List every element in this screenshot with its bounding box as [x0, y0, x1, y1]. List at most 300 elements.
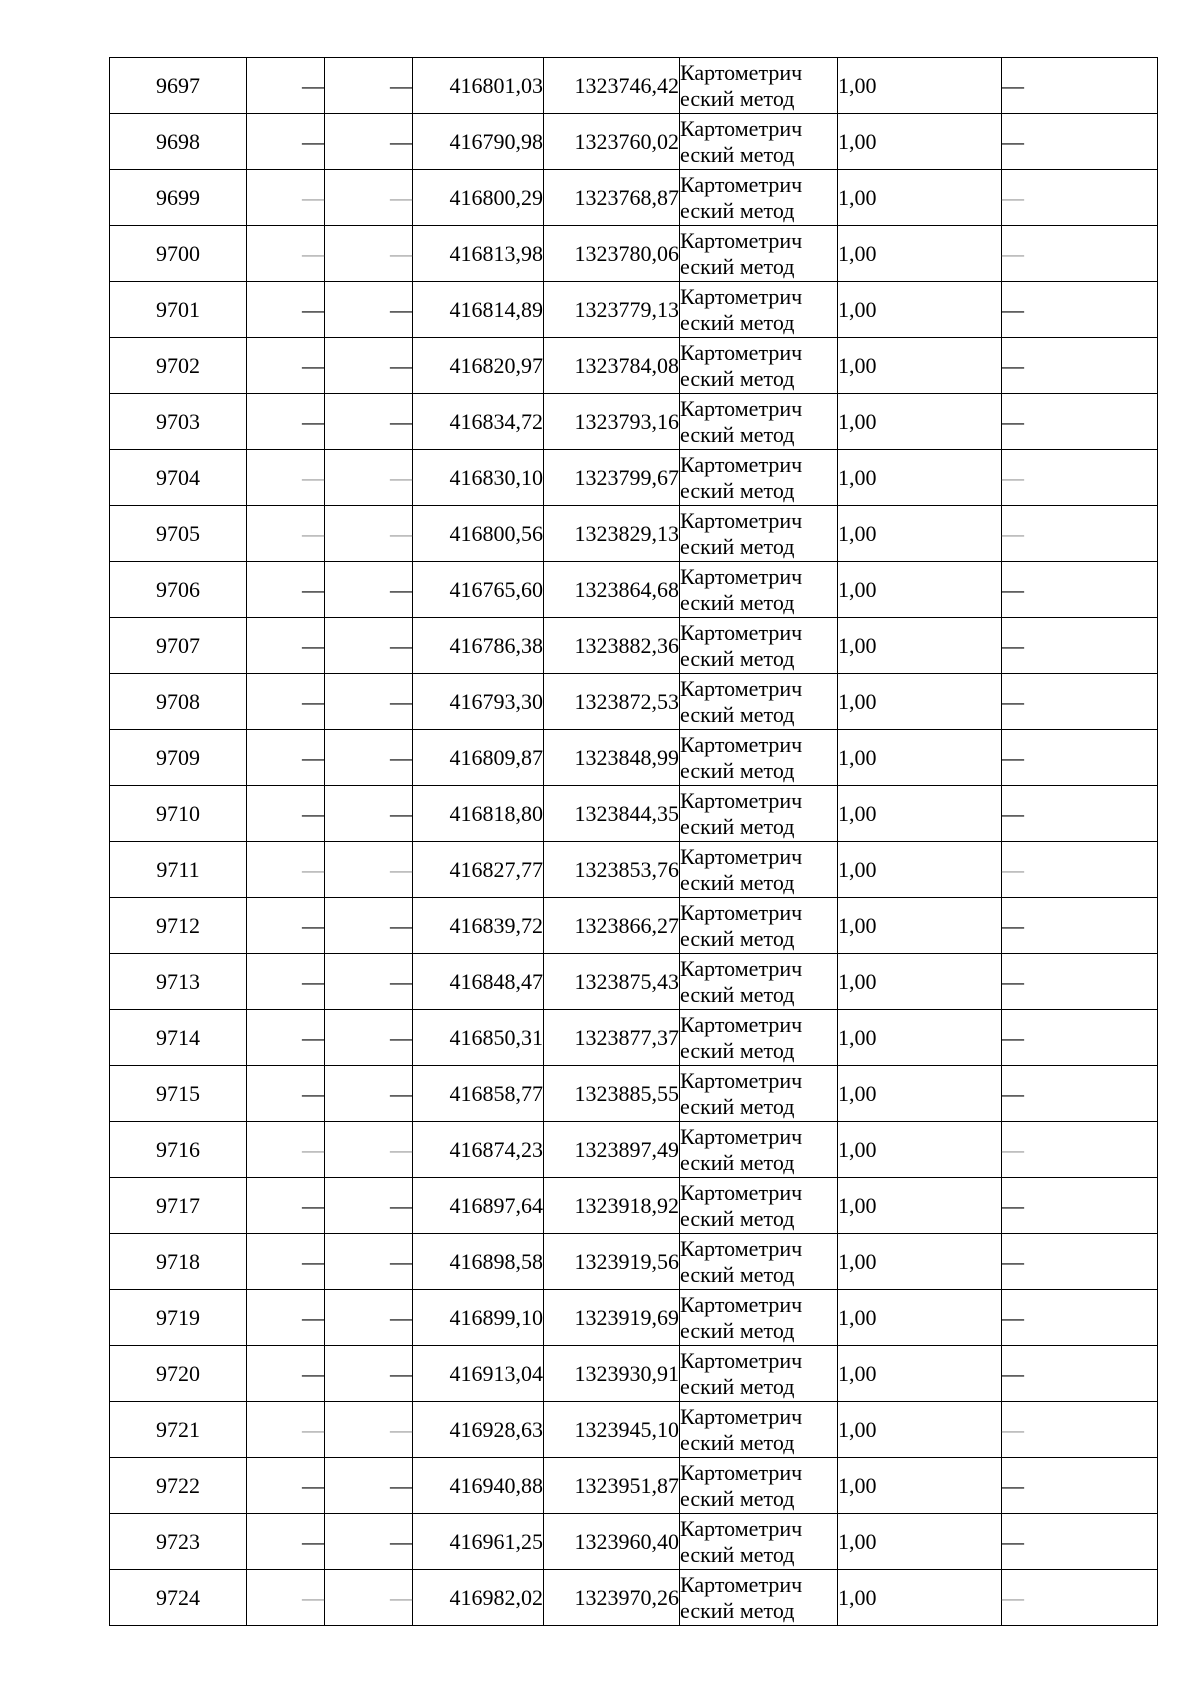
dash-text: —	[390, 912, 412, 938]
y-coordinate-text: 1323877,37	[574, 1024, 679, 1050]
x-coordinate-text: 416848,47	[449, 968, 543, 994]
x-coordinate-cell	[413, 1122, 544, 1178]
accuracy-cell	[838, 1402, 1002, 1458]
dash-text: —	[302, 576, 324, 602]
method-line-2: еский метод	[680, 365, 795, 391]
dash-text: —	[302, 1192, 324, 1218]
method-line-1: Картометрич	[680, 451, 803, 477]
point-number-cell	[110, 1122, 247, 1178]
method-line-2: еский метод	[680, 533, 795, 559]
point-number-text: 9713	[156, 968, 200, 994]
dash-text: —	[390, 1416, 412, 1442]
method-cell	[680, 450, 838, 506]
y-coordinate-cell	[544, 1010, 680, 1066]
dash-text: —	[390, 856, 412, 882]
x-coordinate-cell	[413, 730, 544, 786]
description-text: —	[1002, 1192, 1024, 1218]
point-number-text: 9697	[156, 72, 200, 98]
description-text: —	[1002, 1136, 1024, 1162]
y-coordinate-text: 1323746,42	[574, 72, 679, 98]
method-line-1: Картометрич	[680, 171, 803, 197]
table-row	[110, 1514, 1158, 1570]
method-cell	[680, 954, 838, 1010]
y-coordinate-cell	[544, 674, 680, 730]
point-number-cell	[110, 898, 247, 954]
description-text: —	[1002, 1024, 1024, 1050]
y-coordinate-cell	[544, 618, 680, 674]
description-cell	[1002, 1514, 1158, 1570]
x-coordinate-cell	[413, 114, 544, 170]
dash-cell	[247, 1066, 325, 1122]
point-number-cell	[110, 1010, 247, 1066]
method-line-1: Картометрич	[680, 1515, 803, 1541]
description-cell	[1002, 842, 1158, 898]
y-coordinate-cell	[544, 730, 680, 786]
dash-cell	[325, 618, 413, 674]
accuracy-cell	[838, 282, 1002, 338]
method-cell	[680, 898, 838, 954]
point-number-cell	[110, 1402, 247, 1458]
x-coordinate-text: 416786,38	[449, 632, 543, 658]
method-line-2: еский метод	[680, 85, 795, 111]
table-row	[110, 1066, 1158, 1122]
method-cell	[680, 1346, 838, 1402]
accuracy-text: 1,00	[838, 968, 877, 994]
y-coordinate-text: 1323970,26	[574, 1584, 679, 1610]
method-line-2: еский метод	[680, 477, 795, 503]
method-cell	[680, 114, 838, 170]
point-number-cell	[110, 338, 247, 394]
method-line-1: Картометрич	[680, 115, 803, 141]
dash-cell	[325, 170, 413, 226]
point-number-cell	[110, 1178, 247, 1234]
method-cell	[680, 1178, 838, 1234]
method-cell	[680, 1234, 838, 1290]
point-number-cell	[110, 114, 247, 170]
table-row	[110, 1570, 1158, 1626]
dash-cell	[325, 730, 413, 786]
dash-text: —	[302, 408, 324, 434]
x-coordinate-cell	[413, 1178, 544, 1234]
method-cell	[680, 1458, 838, 1514]
point-number-text: 9704	[156, 464, 200, 490]
dash-text: —	[302, 1528, 324, 1554]
x-coordinate-text: 416813,98	[449, 240, 543, 266]
y-coordinate-cell	[544, 898, 680, 954]
table-row	[110, 506, 1158, 562]
table-row	[110, 898, 1158, 954]
description-cell	[1002, 282, 1158, 338]
x-coordinate-cell	[413, 1458, 544, 1514]
dash-text: —	[302, 1472, 324, 1498]
description-cell	[1002, 1010, 1158, 1066]
point-number-cell	[110, 450, 247, 506]
dash-text: —	[390, 296, 412, 322]
dash-text: —	[390, 1472, 412, 1498]
table-row	[110, 1458, 1158, 1514]
accuracy-text: 1,00	[838, 296, 877, 322]
dash-text: —	[390, 1528, 412, 1554]
y-coordinate-cell	[544, 1066, 680, 1122]
dash-cell	[325, 898, 413, 954]
accuracy-cell	[838, 1514, 1002, 1570]
method-cell	[680, 338, 838, 394]
table-row	[110, 786, 1158, 842]
dash-text: —	[302, 184, 324, 210]
point-number-text: 9717	[156, 1192, 200, 1218]
method-cell	[680, 506, 838, 562]
point-number-cell	[110, 786, 247, 842]
dash-text: —	[390, 240, 412, 266]
y-coordinate-text: 1323779,13	[574, 296, 679, 322]
method-line-1: Картометрич	[680, 283, 803, 309]
dash-text: —	[302, 520, 324, 546]
method-line-2: еский метод	[680, 141, 795, 167]
dash-cell	[325, 562, 413, 618]
method-line-2: еский метод	[680, 1485, 795, 1511]
accuracy-cell	[838, 338, 1002, 394]
dash-cell	[247, 1402, 325, 1458]
accuracy-text: 1,00	[838, 352, 877, 378]
y-coordinate-cell	[544, 1514, 680, 1570]
description-text: —	[1002, 856, 1024, 882]
dash-cell	[247, 506, 325, 562]
y-coordinate-text: 1323951,87	[574, 1472, 679, 1498]
accuracy-cell	[838, 562, 1002, 618]
point-number-text: 9711	[156, 856, 200, 882]
point-number-cell	[110, 1570, 247, 1626]
x-coordinate-text: 416800,29	[449, 184, 543, 210]
dash-text: —	[302, 1416, 324, 1442]
dash-cell	[325, 1234, 413, 1290]
accuracy-cell	[838, 114, 1002, 170]
description-cell	[1002, 1290, 1158, 1346]
dash-text: —	[302, 1080, 324, 1106]
dash-cell	[247, 1122, 325, 1178]
description-cell	[1002, 1178, 1158, 1234]
method-line-2: еский метод	[680, 981, 795, 1007]
method-line-2: еский метод	[680, 1205, 795, 1231]
point-number-text: 9708	[156, 688, 200, 714]
dash-cell	[325, 674, 413, 730]
table-row	[110, 1402, 1158, 1458]
y-coordinate-cell	[544, 1178, 680, 1234]
dash-cell	[247, 58, 325, 114]
table-row	[110, 1234, 1158, 1290]
x-coordinate-cell	[413, 450, 544, 506]
dash-text: —	[390, 72, 412, 98]
table-row	[110, 338, 1158, 394]
y-coordinate-text: 1323919,56	[574, 1248, 679, 1274]
dash-cell	[325, 1514, 413, 1570]
method-line-1: Картометрич	[680, 59, 803, 85]
dash-text: —	[390, 1360, 412, 1386]
description-text: —	[1002, 520, 1024, 546]
point-number-text: 9707	[156, 632, 200, 658]
description-cell	[1002, 226, 1158, 282]
y-coordinate-text: 1323882,36	[574, 632, 679, 658]
x-coordinate-cell	[413, 618, 544, 674]
x-coordinate-text: 416765,60	[449, 576, 543, 602]
dash-cell	[247, 1010, 325, 1066]
method-cell	[680, 842, 838, 898]
dash-cell	[325, 1010, 413, 1066]
y-coordinate-cell	[544, 954, 680, 1010]
description-cell	[1002, 1122, 1158, 1178]
accuracy-text: 1,00	[838, 1304, 877, 1330]
x-coordinate-cell	[413, 282, 544, 338]
method-line-2: еский метод	[680, 1093, 795, 1119]
description-cell	[1002, 954, 1158, 1010]
table-row	[110, 282, 1158, 338]
accuracy-text: 1,00	[838, 912, 877, 938]
dash-text: —	[302, 912, 324, 938]
point-number-text: 9705	[156, 520, 200, 546]
accuracy-cell	[838, 842, 1002, 898]
dash-text: —	[390, 1304, 412, 1330]
description-cell	[1002, 394, 1158, 450]
dash-cell	[325, 954, 413, 1010]
dash-text: —	[302, 1248, 324, 1274]
table-row	[110, 1290, 1158, 1346]
method-line-1: Картометрич	[680, 563, 803, 589]
y-coordinate-text: 1323799,67	[574, 464, 679, 490]
description-cell	[1002, 1402, 1158, 1458]
point-number-text: 9698	[156, 128, 200, 154]
method-cell	[680, 1514, 838, 1570]
description-cell	[1002, 1570, 1158, 1626]
description-text: —	[1002, 128, 1024, 154]
x-coordinate-text: 416818,80	[449, 800, 543, 826]
description-cell	[1002, 506, 1158, 562]
dash-text: —	[302, 800, 324, 826]
x-coordinate-text: 416982,02	[449, 1584, 543, 1610]
dash-text: —	[390, 968, 412, 994]
point-number-text: 9719	[156, 1304, 200, 1330]
y-coordinate-text: 1323784,08	[574, 352, 679, 378]
description-cell	[1002, 786, 1158, 842]
point-number-cell	[110, 1234, 247, 1290]
table-row	[110, 1346, 1158, 1402]
point-number-cell	[110, 1290, 247, 1346]
x-coordinate-cell	[413, 842, 544, 898]
y-coordinate-text: 1323760,02	[574, 128, 679, 154]
method-line-2: еский метод	[680, 253, 795, 279]
method-line-2: еский метод	[680, 197, 795, 223]
point-number-text: 9722	[156, 1472, 200, 1498]
dash-text: —	[390, 128, 412, 154]
method-cell	[680, 1122, 838, 1178]
table-row	[110, 450, 1158, 506]
y-coordinate-text: 1323866,27	[574, 912, 679, 938]
accuracy-text: 1,00	[838, 464, 877, 490]
method-line-2: еский метод	[680, 1317, 795, 1343]
point-number-text: 9716	[156, 1136, 200, 1162]
point-number-cell	[110, 1066, 247, 1122]
dash-text: —	[302, 968, 324, 994]
description-text: —	[1002, 1080, 1024, 1106]
dash-cell	[247, 562, 325, 618]
y-coordinate-cell	[544, 842, 680, 898]
point-number-text: 9712	[156, 912, 200, 938]
description-cell	[1002, 1234, 1158, 1290]
table-row	[110, 58, 1158, 114]
method-line-2: еский метод	[680, 869, 795, 895]
table-row	[110, 842, 1158, 898]
dash-cell	[325, 114, 413, 170]
description-cell	[1002, 338, 1158, 394]
description-text: —	[1002, 296, 1024, 322]
dash-cell	[247, 170, 325, 226]
accuracy-cell	[838, 674, 1002, 730]
y-coordinate-text: 1323897,49	[574, 1136, 679, 1162]
method-line-2: еский метод	[680, 1597, 795, 1623]
accuracy-cell	[838, 730, 1002, 786]
y-coordinate-cell	[544, 1122, 680, 1178]
description-text: —	[1002, 1584, 1024, 1610]
description-text: —	[1002, 1360, 1024, 1386]
point-number-cell	[110, 842, 247, 898]
accuracy-cell	[838, 506, 1002, 562]
x-coordinate-text: 416830,10	[449, 464, 543, 490]
description-text: —	[1002, 688, 1024, 714]
x-coordinate-text: 416899,10	[449, 1304, 543, 1330]
y-coordinate-text: 1323945,10	[574, 1416, 679, 1442]
y-coordinate-cell	[544, 1346, 680, 1402]
description-cell	[1002, 1066, 1158, 1122]
x-coordinate-cell	[413, 1346, 544, 1402]
dash-text: —	[302, 1136, 324, 1162]
x-coordinate-text: 416827,77	[449, 856, 543, 882]
dash-text: —	[390, 1248, 412, 1274]
y-coordinate-cell	[544, 58, 680, 114]
accuracy-text: 1,00	[838, 1360, 877, 1386]
dash-text: —	[302, 856, 324, 882]
dash-cell	[325, 450, 413, 506]
y-coordinate-cell	[544, 226, 680, 282]
method-line-2: еский метод	[680, 645, 795, 671]
description-text: —	[1002, 968, 1024, 994]
dash-text: —	[302, 632, 324, 658]
description-text: —	[1002, 632, 1024, 658]
y-coordinate-text: 1323930,91	[574, 1360, 679, 1386]
x-coordinate-cell	[413, 1066, 544, 1122]
description-text: —	[1002, 1416, 1024, 1442]
description-text: —	[1002, 408, 1024, 434]
dash-cell	[325, 394, 413, 450]
x-coordinate-text: 416834,72	[449, 408, 543, 434]
dash-text: —	[390, 576, 412, 602]
accuracy-text: 1,00	[838, 408, 877, 434]
method-cell	[680, 1570, 838, 1626]
x-coordinate-text: 416858,77	[449, 1080, 543, 1106]
dash-cell	[325, 282, 413, 338]
dash-text: —	[302, 240, 324, 266]
dash-text: —	[390, 632, 412, 658]
dash-cell	[325, 1458, 413, 1514]
table-row	[110, 1178, 1158, 1234]
accuracy-cell	[838, 1178, 1002, 1234]
description-text: —	[1002, 912, 1024, 938]
dash-cell	[247, 954, 325, 1010]
description-text: —	[1002, 1248, 1024, 1274]
dash-cell	[247, 1514, 325, 1570]
description-cell	[1002, 1458, 1158, 1514]
x-coordinate-text: 416874,23	[449, 1136, 543, 1162]
point-number-cell	[110, 1458, 247, 1514]
accuracy-cell	[838, 1066, 1002, 1122]
accuracy-text: 1,00	[838, 1584, 877, 1610]
accuracy-text: 1,00	[838, 1192, 877, 1218]
x-coordinate-text: 416897,64	[449, 1192, 543, 1218]
point-number-text: 9715	[156, 1080, 200, 1106]
x-coordinate-text: 416839,72	[449, 912, 543, 938]
point-number-cell	[110, 1514, 247, 1570]
method-cell	[680, 1290, 838, 1346]
dash-cell	[325, 1402, 413, 1458]
x-coordinate-text: 416793,30	[449, 688, 543, 714]
table-row	[110, 954, 1158, 1010]
dash-text: —	[302, 688, 324, 714]
method-line-1: Картометрич	[680, 731, 803, 757]
dash-cell	[325, 1290, 413, 1346]
method-line-1: Картометрич	[680, 1011, 803, 1037]
accuracy-text: 1,00	[838, 744, 877, 770]
dash-cell	[247, 1346, 325, 1402]
y-coordinate-cell	[544, 786, 680, 842]
accuracy-cell	[838, 954, 1002, 1010]
dash-text: —	[302, 1024, 324, 1050]
description-cell	[1002, 674, 1158, 730]
dash-cell	[325, 506, 413, 562]
x-coordinate-text: 416814,89	[449, 296, 543, 322]
table-row	[110, 394, 1158, 450]
accuracy-text: 1,00	[838, 576, 877, 602]
table-row	[110, 730, 1158, 786]
point-number-cell	[110, 170, 247, 226]
x-coordinate-cell	[413, 1234, 544, 1290]
accuracy-text: 1,00	[838, 520, 877, 546]
description-cell	[1002, 618, 1158, 674]
table-row	[110, 1010, 1158, 1066]
dash-cell	[325, 338, 413, 394]
method-cell	[680, 394, 838, 450]
x-coordinate-cell	[413, 226, 544, 282]
dash-text: —	[302, 1584, 324, 1610]
accuracy-text: 1,00	[838, 688, 877, 714]
accuracy-text: 1,00	[838, 1024, 877, 1050]
dash-text: —	[390, 1024, 412, 1050]
accuracy-cell	[838, 226, 1002, 282]
accuracy-cell	[838, 394, 1002, 450]
y-coordinate-cell	[544, 282, 680, 338]
table-body	[110, 58, 1158, 1626]
accuracy-cell	[838, 898, 1002, 954]
method-line-2: еский метод	[680, 589, 795, 615]
dash-text: —	[390, 1080, 412, 1106]
dash-text: —	[390, 744, 412, 770]
method-line-1: Картометрич	[680, 1235, 803, 1261]
dash-cell	[247, 786, 325, 842]
point-number-cell	[110, 282, 247, 338]
dash-text: —	[390, 408, 412, 434]
accuracy-cell	[838, 1346, 1002, 1402]
y-coordinate-cell	[544, 1290, 680, 1346]
y-coordinate-text: 1323864,68	[574, 576, 679, 602]
method-line-1: Картометрич	[680, 1347, 803, 1373]
description-text: —	[1002, 1528, 1024, 1554]
dash-text: —	[302, 464, 324, 490]
